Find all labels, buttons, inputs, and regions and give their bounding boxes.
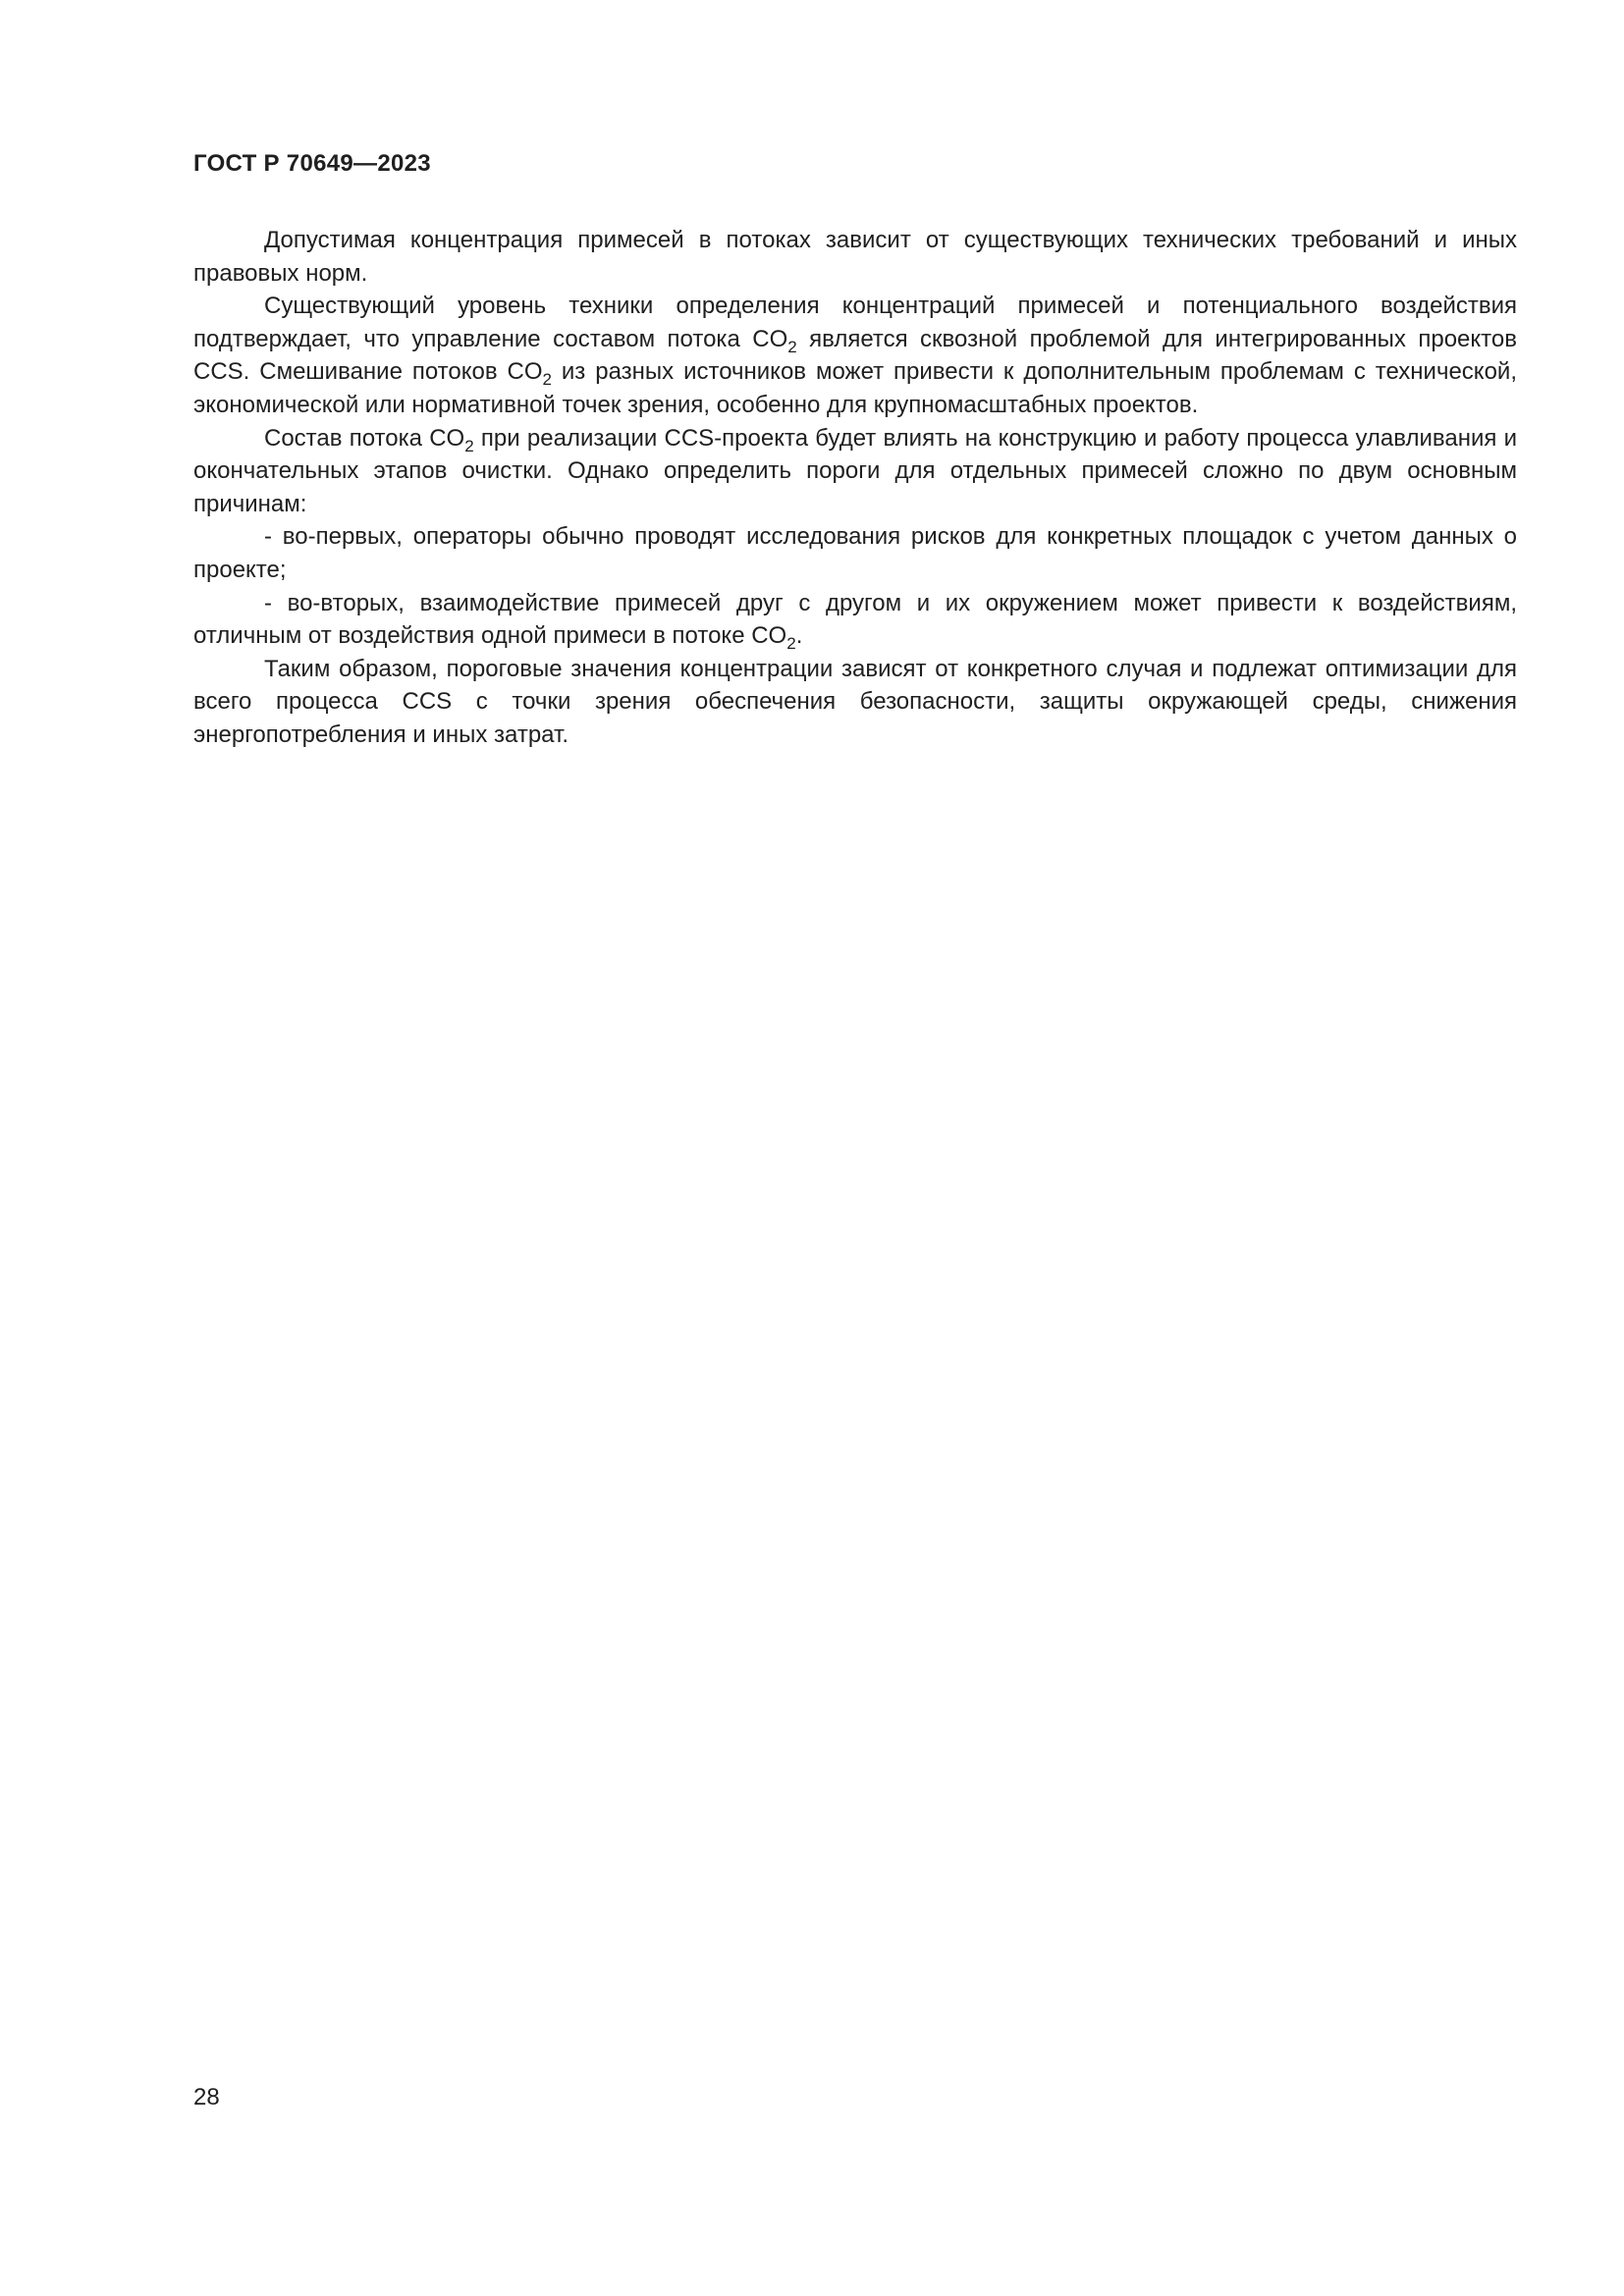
subscript-2: 2 (786, 634, 796, 654)
subscript-2: 2 (542, 370, 552, 390)
page-number: 28 (193, 2084, 220, 2110)
paragraph-stream-composition: Состав потока $CO_2$ при реализации CCS-проекта будет влиять на конструкцию и работу процесса улавливания и окончательных этапов очистки. Однако определить пороги для отдельных примесей сложно по двум основным причинам: (193, 424, 1517, 517)
standard-identifier: ГОСТ Р 70649—2023 (193, 150, 431, 177)
paragraph-concentration-requirements: Допустимая концентрация примесей в потоках зависит от существующих технических требований и иных правовых норм. (193, 227, 1517, 287)
paragraph-state-of-the-art: Существующий уровень техники определения концентраций примесей и потенциального воздействия подтверждает, что управление составом потока $CO_2$ является сквозной проблемой для интегрированных проектов CCS. Смешивание потоков $CO_2$ из разных источников может привести к дополнительным проблемам с технической, экономической или нормативной точек зрения, особенно для крупномасштабных проектов. (193, 293, 1518, 418)
paragraph-conclusion: Таким образом, пороговые значения концентрации зависят от конкретного случая и подлежат оптимизации для всего процесса CCS с точки зрения обеспечения безопасности, защиты окружающей среды, снижения энергопотребления и иных затрат. (193, 655, 1517, 748)
document-body (193, 224, 1517, 752)
subscript-2: 2 (464, 436, 474, 455)
subscript-2: 2 (787, 337, 797, 356)
list-item-first-reason: - во-первых, операторы обычно проводят исследования рисков для конкретных площадок с учетом данных о проекте; (193, 523, 1517, 583)
list-item-second-reason: - во-вторых, взаимодействие примесей друг с другом и их окружением может привести к воздействиям, отличным от воздействия одной примеси в потоке $CO_2$. (193, 589, 1517, 654)
